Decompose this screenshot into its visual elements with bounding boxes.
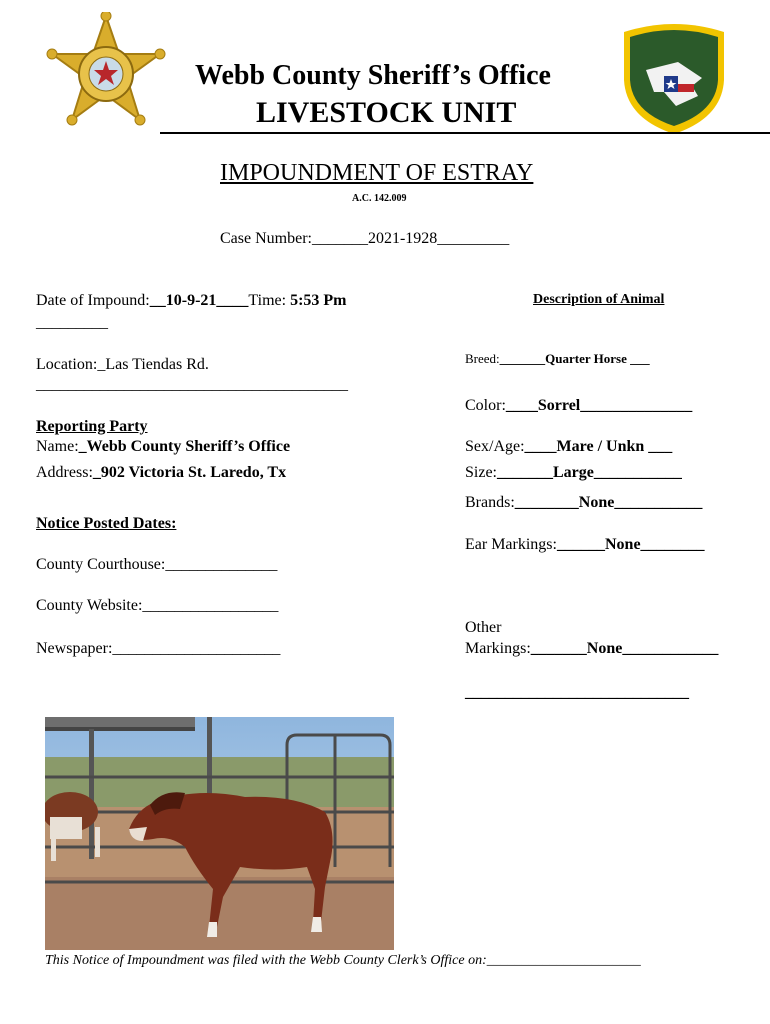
reporting-party-name — [36, 438, 290, 456]
breed-label: Breed: — [465, 351, 500, 366]
other-markings-blank-line: ____________________________ — [465, 684, 689, 701]
agency-title: Webb County Sheriff’s Office — [195, 60, 551, 91]
county-website-line: County Website:_________________ — [36, 597, 279, 614]
sex-age-label: Sex/Age: — [465, 438, 525, 455]
unit-title: LIVESTOCK UNIT — [256, 96, 517, 129]
notice-posted-heading: Notice Posted Dates: — [36, 515, 177, 532]
color-line — [465, 397, 692, 415]
color-value: ____Sorrel______________ — [505, 397, 693, 414]
brands-line — [465, 494, 702, 512]
horse-photo-icon — [45, 717, 394, 950]
sheriff-shield-patch-icon — [618, 22, 730, 136]
sex-age-line — [465, 438, 672, 456]
location-blank-line: _______________________________________ — [36, 376, 348, 393]
description-heading: Description of Animal — [533, 292, 665, 307]
time-label: Time: — [248, 292, 291, 309]
filed-notice-line: This Notice of Impoundment was filed with the Webb County Clerk’s Office on:______________________ — [45, 953, 641, 968]
reporting-party-address — [36, 464, 286, 482]
location-line: Location:_Las Tiendas Rd. — [36, 356, 209, 373]
newspaper-line: Newspaper:_____________________ — [36, 640, 281, 657]
ear-markings-label: Ear Markings: — [465, 536, 557, 553]
other-markings-label: Markings: — [465, 640, 531, 657]
reporting-party-heading: Reporting Party — [36, 418, 148, 435]
ear-markings-value: ______None________ — [556, 536, 705, 553]
size-value: _______Large___________ — [497, 464, 682, 481]
breed-value: _______Quarter Horse ___ — [499, 351, 650, 366]
date-label: Date of Impound: — [36, 292, 150, 309]
statute-reference: A.C. 142.009 — [352, 193, 407, 204]
size-label: Size: — [465, 464, 497, 481]
other-label-line: Other — [465, 619, 502, 636]
time-value: 5:53 Pm — [290, 292, 347, 309]
other-markings-value: _______None____________ — [530, 640, 719, 657]
county-courthouse-line: County Courthouse:______________ — [36, 556, 278, 573]
form-title: IMPOUNDMENT OF ESTRAY — [220, 160, 534, 186]
case-number: Case Number:_______2021-1928_________ — [220, 230, 510, 247]
name-label: Name: — [36, 438, 79, 455]
other-markings-line — [465, 640, 718, 658]
size-line — [465, 464, 682, 482]
date-time-line — [36, 292, 347, 310]
sex-age-value: ____Mare / Unkn ___ — [524, 438, 673, 455]
header-divider — [160, 132, 770, 134]
date-value: __10-9-21____ — [149, 292, 249, 309]
color-label: Color: — [465, 397, 506, 414]
brands-label: Brands: — [465, 494, 515, 511]
address-value: _902 Victoria St. Laredo, Tx — [92, 464, 287, 481]
sheriff-star-badge-icon — [44, 12, 168, 136]
brands-value: ________None___________ — [514, 494, 703, 511]
date-continuation-line: _________ — [36, 314, 108, 331]
breed-line — [465, 351, 650, 367]
name-value: _Webb County Sheriff’s Office — [78, 438, 291, 455]
ear-markings-line — [465, 536, 705, 554]
address-label: Address: — [36, 464, 93, 481]
